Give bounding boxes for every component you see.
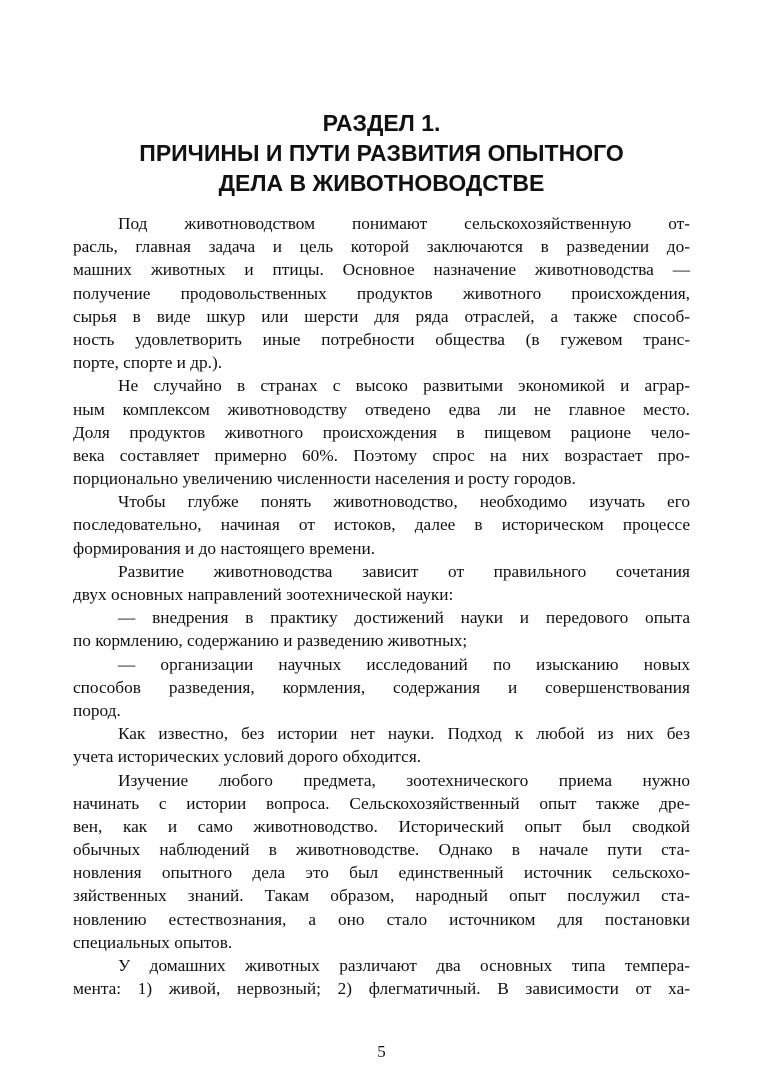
body-text — [73, 212, 690, 1000]
text-line: способов разведения, кормления, содержания и совершенствования — [73, 677, 690, 697]
text-line: порте, спорте и др.). — [73, 353, 223, 373]
text-line: начинать с истории вопроса. Сельскохозяйственный опыт также дре- — [73, 793, 690, 813]
text-line: ность удовлетворить иные потребности общества (в гужевом транс- — [73, 329, 690, 349]
text-line: зяйственных знаний. Такам образом, народный опыт послужил ста- — [73, 886, 690, 906]
text-line: учета исторических условий дорого обходится. — [73, 747, 422, 767]
text-line: мента: 1) живой, нервозный; 2) флегматичный. В зависимости от ха- — [73, 979, 690, 999]
text-line: по кормлению, содержанию и разведению животных; — [73, 631, 468, 651]
text-line: — внедрения в практику достижений науки и передового опыта — [118, 608, 690, 628]
page-number: 5 — [377, 1042, 386, 1061]
text-line: Не случайно в странах с высоко развитыми экономикой и аграр- — [118, 376, 690, 396]
text-line: пород. — [73, 700, 121, 720]
text-line: Как известно, без истории нет науки. Подход к любой из них без — [118, 724, 690, 744]
text-line: Изучение любого предмета, зоотехнического приема нужно — [118, 770, 690, 790]
section-title-line-2: ДЕЛА В ЖИВОТНОВОДСТВЕ — [218, 170, 545, 196]
text-line: сырья в виде шкур или шерсти для ряда отраслей, а также способ- — [73, 306, 690, 326]
section-number: РАЗДЕЛ 1. — [322, 110, 441, 136]
text-line: формирования и до настоящего времени. — [73, 538, 376, 558]
section-title-line-1: ПРИЧИНЫ И ПУТИ РАЗВИТИЯ ОПЫТНОГО — [139, 140, 624, 166]
text-line: последовательно, начиная от истоков, далее в историческом процессе — [73, 515, 690, 535]
text-line: Развитие животноводства зависит от правильного сочетания — [118, 561, 690, 581]
text-line: века составляет примерно 60%. Поэтому спрос на них возрастает про- — [73, 445, 690, 465]
text-line: Под животноводством понимают сельскохозяйственную от- — [118, 214, 690, 233]
text-line: расль, главная задача и цель которой заключаются в разведении до- — [73, 237, 690, 257]
section-heading — [0, 108, 763, 198]
text-line: машних животных и птицы. Основное назначение животноводства — — [73, 260, 690, 280]
text-line: У домашних животных различают два основных типа темпера- — [118, 956, 690, 975]
text-line: получение продовольственных продуктов животного происхождения, — [73, 283, 690, 303]
text-line: двух основных направлений зоотехнической науки: — [73, 585, 454, 604]
text-line: вен, как и само животноводство. Исторический опыт был сводкой — [73, 816, 690, 836]
text-line: новлению естествознания, а оно стало источником для постановки — [73, 909, 690, 929]
text-line: Чтобы глубже понять животноводство, необходимо изучать его — [118, 492, 690, 512]
text-line: Доля продуктов животного происхождения в пищевом рационе чело- — [73, 422, 690, 442]
text-line: новления опытного дела это был единственный источник сельскохо- — [73, 863, 690, 883]
text-line: ным комплексом животноводству отведено едва ли не главное место. — [73, 399, 690, 419]
text-line: обычных наблюдений в животноводстве. Однако в начале пути ста- — [73, 840, 690, 860]
text-line: специальных опытов. — [73, 932, 233, 952]
text-line: — организации научных исследований по изысканию новых — [118, 654, 690, 674]
text-line: порционально увеличению численности населения и росту городов. — [73, 469, 576, 489]
